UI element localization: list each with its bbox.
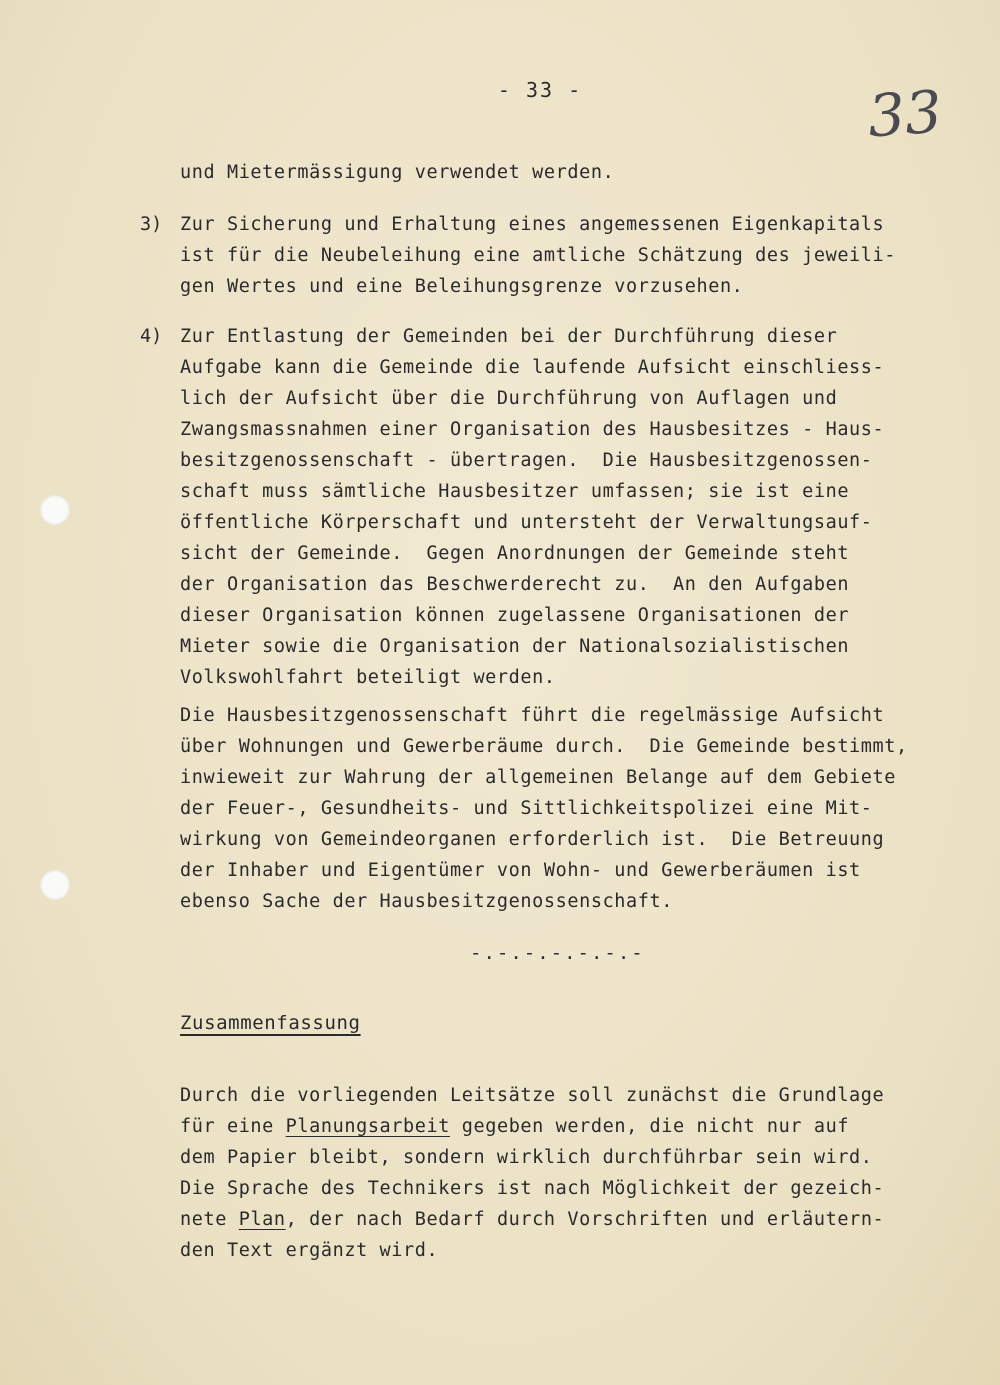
summary-text: gegeben werden, die nicht nur auf	[450, 1116, 850, 1137]
summary-line: dem Papier bleibt, sondern wirklich durchführbar sein wird.	[180, 1147, 873, 1168]
intro-line: und Mietermässigung verwendet werden.	[180, 162, 615, 183]
summary-line: den Text ergänzt wird.	[180, 1240, 439, 1261]
item-4-line: schaft muss sämtliche Hausbesitzer umfassen; sie ist eine	[180, 481, 850, 502]
paragraph-line: der Inhaber und Eigentümer von Wohn- und Gewerberäumen ist	[180, 860, 861, 881]
underlined-term: Planungsarbeit	[285, 1116, 450, 1137]
item-3-line: ist für die Neubeleihung eine amtliche Schätzung des jeweili-	[180, 245, 897, 266]
section-separator: -.-.-.-.-.-.-	[470, 942, 645, 964]
item-3-line: gen Wertes und eine Beleihungsgrenze vorzusehen.	[180, 276, 744, 297]
summary-text: nete	[180, 1209, 239, 1230]
item-4-line: der Organisation das Beschwerderecht zu. An den Aufgaben	[180, 574, 850, 595]
summary-text: für eine	[180, 1116, 286, 1137]
paragraph-line: ebenso Sache der Hausbesitzgenossenschaft.	[180, 891, 673, 912]
item-4-line: Mieter sowie die Organisation der Nationalsozialistischen	[180, 636, 850, 657]
summary-line	[180, 1209, 884, 1230]
item-3-line: Zur Sicherung und Erhaltung eines angemessenen Eigenkapitals	[180, 214, 885, 235]
summary-line	[180, 1116, 849, 1137]
section-heading: Zusammenfassung	[180, 1012, 361, 1034]
item-4-line: dieser Organisation können zugelassene Organisationen der	[180, 605, 850, 626]
item-4-line: Zur Entlastung der Gemeinden bei der Durchführung dieser	[180, 326, 838, 347]
handwritten-page-number: 33	[865, 77, 945, 151]
item-4-line: öffentliche Körperschaft und untersteht der Verwaltungsauf-	[180, 512, 873, 533]
paragraph-line: inwieweit zur Wahrung der allgemeinen Belange auf dem Gebiete	[180, 767, 897, 788]
item-4-line: Volkswohlfahrt beteiligt werden.	[180, 667, 556, 688]
paragraph-line: über Wohnungen und Gewerberäume durch. Die Gemeinde bestimmt,	[180, 736, 908, 757]
summary-line: Die Sprache des Technikers ist nach Möglichkeit der gezeich-	[180, 1178, 885, 1199]
punch-hole	[40, 495, 70, 525]
summary-line: Durch die vorliegenden Leitsätze soll zunächst die Grundlage	[180, 1085, 885, 1106]
paragraph-line: der Feuer-, Gesundheits- und Sittlichkeitspolizei eine Mit-	[180, 798, 873, 819]
item-4-line: besitzgenossenschaft - übertragen. Die Hausbesitzgenossen-	[180, 450, 873, 471]
item-4-line: lich der Aufsicht über die Durchführung von Auflagen und	[180, 388, 838, 409]
punch-hole	[40, 870, 70, 900]
summary-text: , der nach Bedarf durch Vorschriften und erläutern-	[285, 1209, 885, 1230]
item-4-line: sicht der Gemeinde. Gegen Anordnungen der Gemeinde steht	[180, 543, 850, 564]
paragraph-line: Die Hausbesitzgenossenschaft führt die regelmässige Aufsicht	[180, 705, 885, 726]
item-4-line: Aufgabe kann die Gemeinde die laufende Aufsicht einschliess-	[180, 357, 885, 378]
paragraph-line: wirkung von Gemeindeorganen erforderlich ist. Die Betreuung	[180, 829, 885, 850]
item-3-number: 3)	[140, 214, 163, 235]
item-4-line: Zwangsmassnahmen einer Organisation des Hausbesitzes - Haus-	[180, 419, 885, 440]
underlined-term: Plan	[238, 1209, 286, 1230]
item-4-number: 4)	[140, 326, 163, 347]
page-number: - 33 -	[497, 78, 583, 102]
